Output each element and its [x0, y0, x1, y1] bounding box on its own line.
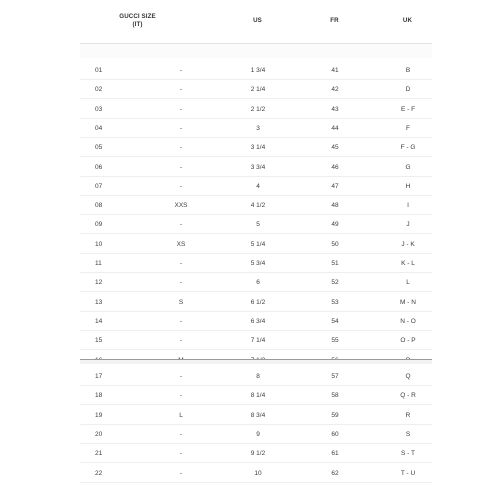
cell-fr-size: 47: [331, 182, 339, 190]
table-row: [80, 312, 432, 331]
cell-uk-size: M - N: [400, 298, 416, 306]
cell-us-size: 9 1/2: [250, 450, 266, 458]
cell-uk-size: L: [406, 279, 410, 287]
cell-us-size: 8 1/4: [250, 392, 266, 400]
cell-fr-size: 45: [331, 144, 339, 152]
cell-intl-size: -: [179, 144, 183, 152]
cell-intl-size: -: [179, 182, 183, 190]
cell-fr-size: 48: [331, 202, 339, 210]
table-row: [80, 215, 432, 234]
cell-fr-size: 51: [331, 260, 339, 267]
cell-intl-size: -: [179, 450, 183, 458]
cell-fr-size: 62: [331, 469, 339, 477]
cell-uk-size: S - T: [401, 450, 415, 458]
cell-intl-size: XXS: [174, 202, 188, 210]
table-row: [80, 158, 432, 177]
table-row: [80, 80, 432, 99]
cell-fr-size: 46: [331, 163, 339, 171]
cell-us-size: 5 1/4: [250, 240, 266, 248]
cell-intl-size: XS: [176, 240, 186, 248]
cell-gucci-size: 07: [95, 182, 103, 190]
table-row: [80, 386, 432, 405]
cell-fr-size: 49: [331, 221, 339, 229]
cell-intl-size: L: [179, 411, 183, 419]
cell-uk-size: B: [405, 67, 411, 74]
table-row: [80, 293, 432, 312]
cell-intl-size: -: [179, 317, 183, 325]
cell-us-size: 2 1/4: [250, 86, 266, 94]
cell-fr-size: 41: [331, 67, 339, 74]
cell-uk-size: S: [405, 430, 411, 438]
cell-uk-size: R: [405, 411, 411, 419]
cell-fr-size: 42: [331, 86, 339, 94]
cell-intl-size: -: [179, 337, 183, 345]
cell-uk-size: O - P: [400, 337, 416, 345]
table-row: [80, 119, 432, 138]
cell-us-size: 6 3/4: [250, 317, 266, 325]
cell-uk-size: H: [405, 182, 411, 190]
cell-us-size: 3 3/4: [250, 163, 266, 171]
cell-uk-size: N - O: [400, 317, 416, 325]
cell-us-size: 4 1/2: [250, 202, 266, 210]
cell-gucci-size: 19: [95, 411, 103, 419]
table-row: [80, 235, 432, 254]
cell-gucci-size: 08: [95, 202, 103, 210]
size-table-bottom: [80, 364, 432, 495]
cell-gucci-size: 11: [95, 260, 102, 267]
header-us: US: [253, 17, 262, 24]
cell-us-size: 8: [256, 373, 260, 380]
cell-fr-size: 61: [331, 450, 339, 458]
cell-uk-size: F: [406, 124, 410, 132]
table-row: [80, 177, 432, 196]
table-row: [80, 61, 432, 80]
cell-gucci-size: 06: [95, 163, 103, 171]
cell-uk-size: I: [407, 202, 409, 210]
table-row: [80, 196, 432, 215]
cell-fr-size: 55: [331, 337, 339, 345]
cell-gucci-size: 03: [95, 105, 103, 113]
cell-gucci-size: 14: [95, 317, 103, 325]
header-gucci-size: [110, 13, 165, 28]
cell-fr-size: 53: [331, 298, 339, 306]
cell-intl-size: -: [179, 86, 183, 94]
cell-fr-size: 43: [331, 105, 339, 113]
cell-intl-size: -: [179, 124, 183, 132]
cell-intl-size: -: [179, 469, 183, 477]
cell-fr-size: 57: [331, 373, 339, 380]
cell-fr-size: 52: [331, 279, 339, 287]
cell-gucci-size: 20: [95, 430, 103, 438]
cell-fr-size: 59: [331, 411, 339, 419]
header-fr: FR: [330, 17, 339, 24]
cell-uk-size: E - F: [400, 105, 416, 113]
cell-gucci-size: 04: [95, 124, 103, 132]
cell-gucci-size: 05: [95, 144, 103, 152]
cell-us-size: 2 1/2: [250, 105, 266, 113]
table-row: [80, 138, 432, 157]
cell-gucci-size: 18: [95, 392, 103, 400]
cell-us-size: 6: [256, 279, 260, 287]
table-row: [80, 406, 432, 425]
cell-uk-size: F - G: [400, 144, 416, 152]
cell-fr-size: 58: [331, 392, 339, 400]
cell-uk-size: Q: [405, 373, 411, 380]
cell-us-size: 3: [256, 124, 260, 132]
cell-intl-size: -: [179, 392, 183, 400]
cell-us-size: 1 3/4: [250, 67, 266, 74]
cell-gucci-size: 22: [95, 469, 103, 477]
table-row: [80, 100, 432, 119]
cell-intl-size: -: [179, 221, 183, 229]
cell-us-size: 7 1/4: [250, 337, 266, 345]
cell-intl-size: -: [179, 279, 183, 287]
cell-uk-size: D: [405, 86, 411, 94]
cell-uk-size: K - L: [401, 260, 415, 267]
cell-intl-size: -: [179, 105, 183, 113]
header-gucci-size-line2: (IT): [132, 20, 143, 28]
size-table-top: [80, 58, 432, 359]
cell-gucci-size: 01: [95, 67, 103, 74]
cell-uk-size: Q - R: [400, 392, 416, 400]
cell-gucci-size: 12: [95, 279, 103, 287]
cell-uk-size: T - U: [400, 469, 416, 477]
cell-uk-size: J - K: [401, 240, 415, 248]
cell-us-size: 4: [256, 182, 260, 190]
cell-us-size: 8 3/4: [250, 411, 266, 419]
cell-gucci-size: 15: [95, 337, 103, 345]
table-row: [80, 331, 432, 350]
cell-us-size: 10: [254, 469, 262, 477]
cell-uk-size: J: [406, 221, 410, 229]
table-row: [80, 425, 432, 444]
cell-fr-size: 44: [331, 124, 339, 132]
cell-intl-size: -: [179, 163, 183, 171]
cell-intl-size: -: [179, 430, 183, 438]
cell-uk-size: G: [405, 163, 411, 171]
cell-gucci-size: 13: [95, 298, 103, 306]
cell-intl-size: -: [179, 67, 183, 74]
cell-us-size: 3 1/4: [250, 144, 266, 152]
cell-us-size: 9: [256, 430, 260, 438]
cell-fr-size: 60: [331, 430, 339, 438]
cell-fr-size: 50: [331, 240, 339, 248]
cell-us-size: 6 1/2: [250, 298, 266, 306]
header-gucci-size-line1: GUCCI SIZE: [119, 13, 156, 20]
table-header: [80, 0, 432, 44]
cell-gucci-size: 09: [95, 221, 103, 229]
cell-intl-size: S: [178, 298, 184, 306]
table-row: [80, 367, 432, 386]
table-row: [80, 273, 432, 292]
table-row: [80, 254, 432, 273]
cell-us-size: 5 3/4: [250, 260, 266, 267]
cell-gucci-size: 17: [95, 373, 103, 380]
cell-gucci-size: 10: [95, 240, 103, 248]
header-uk: UK: [402, 17, 413, 24]
cell-gucci-size: 02: [95, 86, 103, 94]
table-row: [80, 444, 432, 463]
table-row: [80, 464, 432, 483]
cell-fr-size: 54: [331, 317, 339, 325]
cell-intl-size: -: [179, 260, 183, 267]
cell-intl-size: -: [179, 373, 183, 380]
cell-us-size: 5: [256, 221, 260, 229]
cell-gucci-size: 21: [95, 450, 103, 458]
